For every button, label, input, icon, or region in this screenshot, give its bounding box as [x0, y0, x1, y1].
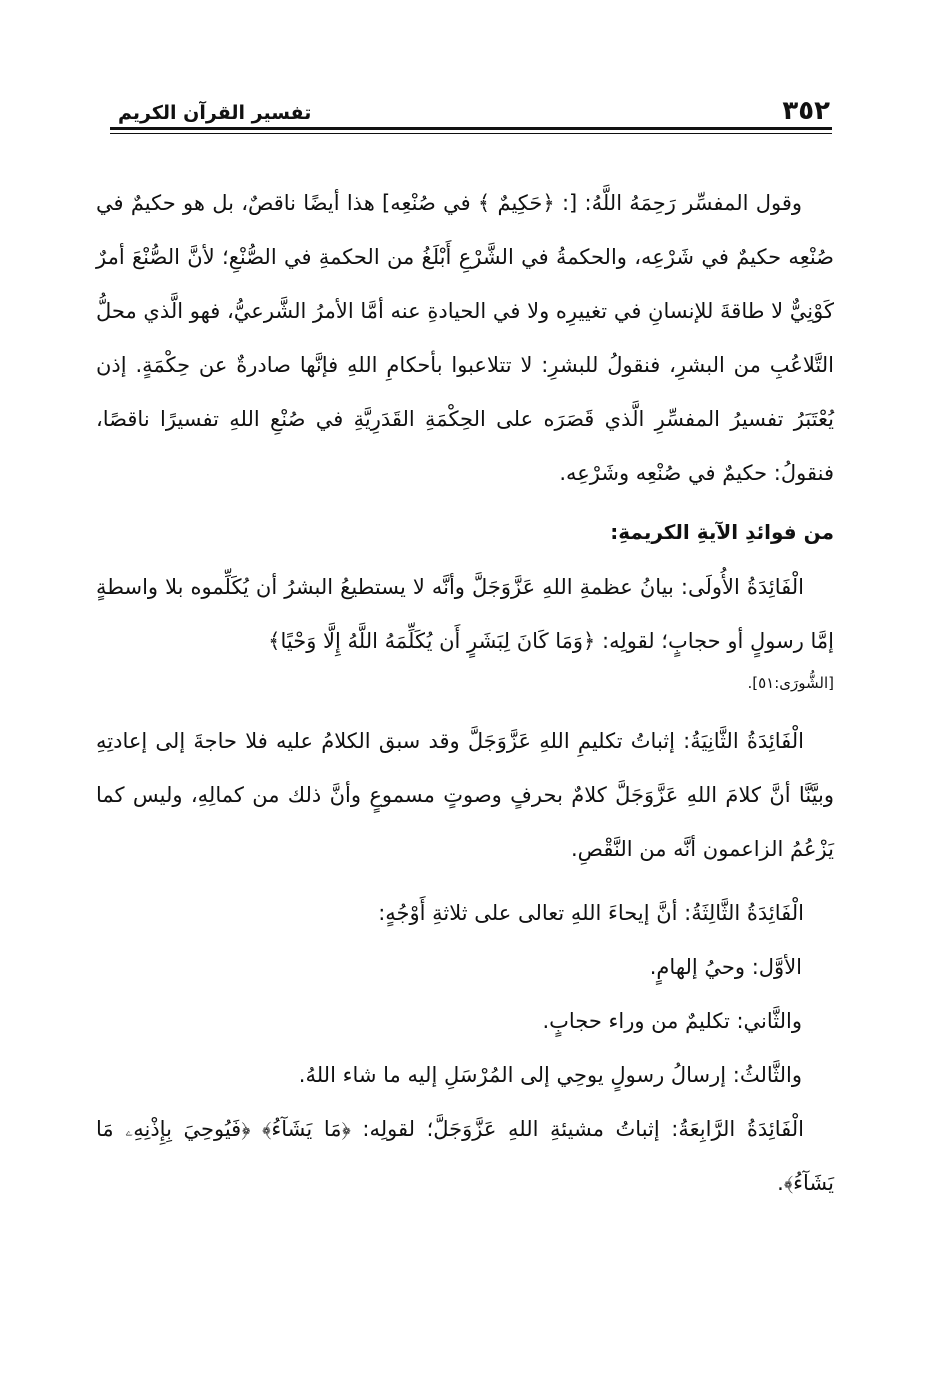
- benefit-3-item-3: والثَّالثُ: إرسالُ رسولٍ يوحِي إلى المُرْسَلِ إليه ما شاء اللهُ.: [298, 1063, 802, 1087]
- page-header: [110, 96, 830, 130]
- benefit-4: الْفَائِدَةُ الرَّابِعَةُ: إثباتُ مشيئةِ اللهِ عَزَّوَجَلَّ؛ لقولِه: ﴿مَا يَشَآءُ﴾ ﴿فَيُوحِيَ بِإِذْنِهِۦ مَا يَشَآءُ﴾.: [96, 1117, 834, 1195]
- benefit-1-citation: [الشُّورَى:٥١].: [747, 674, 834, 692]
- section-heading: من فوائدِ الآيةِ الكريمةِ:: [610, 520, 834, 544]
- header-rule-thin: [110, 133, 832, 134]
- commentary-paragraph: وقول المفسِّر رَحِمَهُ اللَّهُ: [: ﴿حَكِيمٌ ﴾ في صُنْعِه] هذا أيضًا ناقصٌ، بل هو حكيمٌ في صُنْعِه حكيمٌ في شَرْعِه، والحكمةُ في الشَّرْعِ أَبْلَغُ من الحكمةِ في الصُّنْعِ؛ لأنَّ الصُّنْعَ أمرٌ كَوْنِيٌّ لا طاقةَ للإنسانِ في تغييرِه ولا في الحيادةِ عنه أمَّا الأمرُ الشَّرعيُّ، فهو الَّذي محلُّ التَّلاعُبِ من البشرِ، فنقولُ للبشرِ: لا تتلاعبوا بأحكامِ اللهِ فإنَّها صادرةٌ عن حِكْمَةٍ. إذن يُعْتَبَرُ تفسيرُ المفسِّرِ الَّذي قَصَرَه على الحِكْمَةِ القَدَرِيَّةِ في صُنْعِ اللهِ تفسيرًا ناقصًا، فنقولُ: حكيمٌ في صُنْعِه وشَرْعِه.: [96, 191, 834, 485]
- page-body: [96, 176, 834, 1210]
- benefit-3-item-2: والثَّاني: تكليمٌ من وراء حجابٍ.: [542, 1009, 802, 1033]
- spacer: [96, 876, 834, 886]
- header-rule: [110, 127, 832, 130]
- benefit-2: الْفَائِدَةُ الثَّانِيَةُ: إثباتُ تكليمِ اللهِ عَزَّوَجَلَّ وقد سبق الكلامُ عليه فلا حاجةَ إلى إعادتِهِ وبيَّنَّا أنَّ كلامَ اللهِ عَزَّوَجَلَّ كلامٌ بحرفٍ وصوتٍ مسموعٍ وأنَّ ذلك من كمالِهِ، وليس كما يَزْعُمُ الزاعمون أنَّه من النَّقْصِ.: [96, 729, 834, 861]
- benefit-3: الْفَائِدَةُ الثَّالِثَةُ: أنَّ إيحاءَ اللهِ تعالى على ثلاثةِ أَوْجُهٍ:: [378, 901, 804, 925]
- page-number: ٣٥٢: [782, 96, 830, 126]
- benefit-1: الْفَائِدَةُ الأُولَى: بيانُ عظمةِ اللهِ عَزَّوَجَلَّ وأنَّه لا يستطيعُ البشرُ أن يُكَلِّموه بلا واسطةٍ إمَّا رسولٍ أو حجابٍ؛ لقولِه: ﴿وَمَا كَانَ لِبَشَرٍ أَن يُكَلِّمَهُ اللَّهُ إِلَّا وَحْيًا﴾: [96, 575, 834, 653]
- benefit-3-item-1: الأوَّل: وحيُ إلهامٍ.: [649, 955, 802, 979]
- book-title: تفسير القرآن الكريم: [118, 102, 312, 124]
